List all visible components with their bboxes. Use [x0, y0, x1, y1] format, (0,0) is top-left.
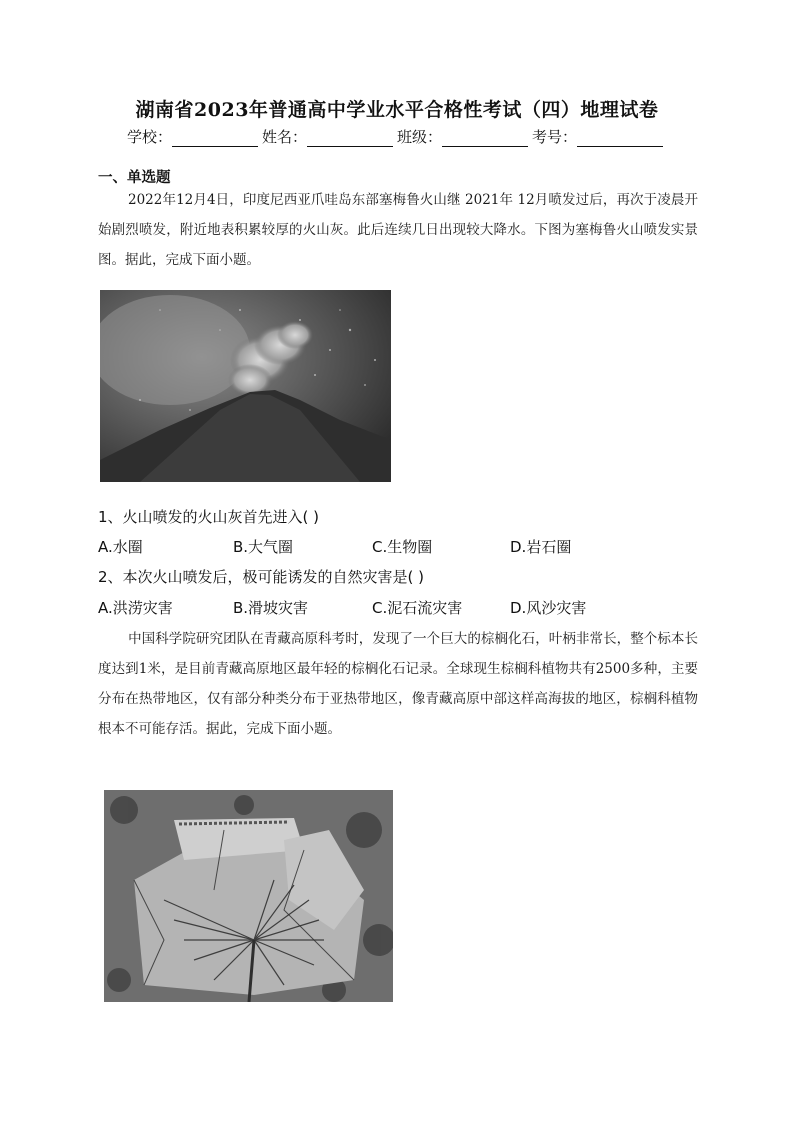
school-blank[interactable]	[172, 130, 258, 147]
question-2-stem: 2、本次火山喷发后，极可能诱发的自然灾害是( )	[98, 568, 425, 586]
question-1-stem: 1、火山喷发的火山灰首先进入( )	[98, 508, 320, 526]
question-2-option-d[interactable]: D.风沙灾害	[510, 599, 587, 617]
section-heading: 一、单选题	[98, 170, 171, 186]
question-2-option-b[interactable]: B.滑坡灾害	[233, 599, 309, 617]
question-1-option-b[interactable]: B.大气圈	[233, 538, 294, 556]
school-label: 学校：	[126, 128, 172, 146]
passage-volcano	[98, 185, 698, 275]
number-blank[interactable]	[577, 130, 663, 147]
exam-title: 湖南省2023年普通高中学业水平合格性考试（四）地理试卷	[135, 99, 659, 121]
question-1-option-d[interactable]: D.岩石圈	[510, 538, 572, 556]
question-2-option-a[interactable]: A.洪涝灾害	[98, 599, 173, 617]
student-info-line	[0, 126, 794, 147]
question-1-option-c[interactable]: C.生物圈	[372, 538, 433, 556]
passage-palm-fossil-text: 中国科学院研究团队在青藏高原科考时，发现了一个巨大的棕榈化石，叶柄非常长，整个标本长度达到1米，是目前青藏高原地区最年轻的棕榈化石记录。全球现生棕榈科植物共有2500多种，主要分布在热带地区，仅有部分种类分布于亚热带地区，像青藏高原中部这样高海拔的地区，棕榈科植物根本不可能存活。据此，完成下面小题。	[98, 631, 698, 737]
passage-volcano-text: 2022年12月4日，印度尼西亚爪哇岛东部塞梅鲁火山继 2021年 12月喷发过后，再次于凌晨开始剧烈喷发，附近地表积累较厚的火山灰。此后连续几日出现较大降水。下图为塞梅鲁火山喷发实景图。据此，完成下面小题。	[98, 192, 698, 268]
volcano-eruption-photo	[100, 290, 391, 482]
class-label: 班级：	[397, 128, 443, 146]
question-2-option-c[interactable]: C.泥石流灾害	[372, 599, 463, 617]
number-label: 考号：	[532, 128, 578, 146]
palm-fossil-photo	[104, 790, 393, 1002]
name-label: 姓名：	[261, 128, 307, 146]
question-1-option-a[interactable]: A.水圈	[98, 538, 143, 556]
name-blank[interactable]	[307, 130, 393, 147]
class-blank[interactable]	[442, 130, 528, 147]
passage-palm-fossil	[98, 624, 698, 744]
